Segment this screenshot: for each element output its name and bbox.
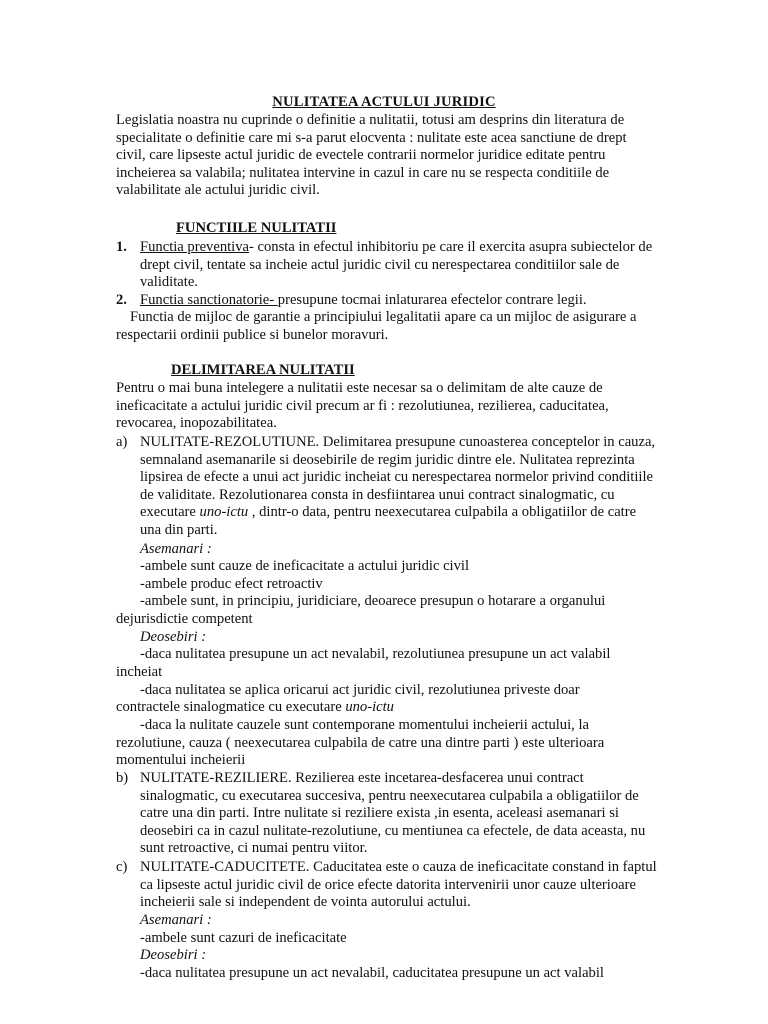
item-a-italic: uno-ictu [199,504,249,521]
item-c-deosebire-1: -daca nulitatea presupune un act nevalabil, caducitatea presupune un act valabil [140,965,604,981]
functie-1-item [140,239,660,292]
item-c-deosebiri-label: Deosebiri : [140,947,207,963]
functii-heading: FUNCTIILE NULITATII [176,220,337,236]
item-c-asemanari-label: Asemanari : [140,912,212,928]
item-a-text-2: , dintr-o data, pentru neexecutarea culpabila a obligatiilor de catre una din parti. [140,504,637,538]
item-a-asemanare-3-cont: dejurisdictie competent [116,611,253,627]
item-a-asemanari-label: Asemanari : [140,541,212,557]
item-a-deosebire-3-line-3: momentului incheierii [116,752,246,768]
item-b-text: NULITATE-REZILIERE. Rezilierea este incetarea-desfacerea unui contract sinalogmatic, cu executarea succesiva, pentru neexecutarea culpabila a obligatiilor de catre una din parti. Intre nulitate si reziliere exista ,in esenta, aceleasi asemanari si deosebiri ca in cazul nulitate-rezolutiune, cu mentiunea ca efectele, de data aceasta, nu sunt retroactive, ci numai pentru viitor. [140,770,646,857]
functie-1-number: 1. [116,239,127,255]
item-a-asemanare-3: -ambele sunt, in principiu, juridiciare, deoarece presupun o hotarare a organului [140,593,606,609]
item-c-marker: c) [116,859,128,875]
item-a-asemanare-2: -ambele produc efect retroactiv [140,576,323,592]
intro-paragraph: Legislatia noastra nu cuprinde o definitie a nulitatii, totusi am desprins din literatura de specialitate o definitie care mi s-a parut elocventa : nulitate este acea sanctiune de drept civil, care lipseste actul juridic de evectele contrarii normelor juridice editate pentru incheierea sa valabila; nulitatea intervine in cazul in care nu se respecta conditiile de valabilitate ale actului juridic civil. [116,112,627,199]
item-a-deosebire-1: -daca nulitatea presupune un act nevalabil, rezolutiunea presupune un act valabil [140,646,611,662]
item-a-text-1: NULITATE-REZOLUTIUNE. Delimitarea presupune cunoasterea conceptelor in cauza, semnaland asemanarile si deosebirile de regim juridic dintre ele. Nulitatea reprezinta lipsirea de efecte a unui act juridic incheiat cu nerespectarea normelor privind conditiile de validitate. Rezolutionarea consta in desfiintarea unui contract sinalogmatic, cu executare [140,434,656,521]
item-a-text [140,434,660,540]
document-title: NULITATEA ACTULUI JURIDIC [272,94,496,110]
item-a-deosebire-2-italic: uno-ictu [345,699,394,715]
functie-1-text: - consta in efectul inhibitoriu pe care il exercita asupra subiectelor de drept civil, tentate sa incheie actul juridic civil cu nerespectarea conditiilor sale de validitate. [140,239,653,291]
item-c-asemanare-1: -ambele sunt cazuri de ineficacitate [140,930,347,946]
item-a-deosebire-3: -daca la nulitate cauzele sunt contemporane momentului incheierii actului, la [140,717,589,733]
functie-2-item [140,292,660,310]
delimitare-intro: Pentru o mai buna intelegere a nulitatii este necesar sa o delimitam de alte cauze de ineficacitate a actului juridic civil precum ar fi : rezolutiunea, rezilierea, caducitatea, revocarea, inopozabilitatea. [116,380,609,432]
item-a-deosebire-2-text: contractele sinalogmatice cu executare [116,699,346,715]
functie-1-term: Functia preventiva [140,239,250,255]
item-a-deosebire-2-cont [116,699,656,717]
item-c-text: NULITATE-CADUCITETE. Caducitatea este o cauza de ineficacitate constand in faptul ca lipseste actul juridic civil de orice efecte datorita intervenirii unor cauze ulterioare incheierii sale si independent de vointa autorului actului. [140,859,657,911]
item-a-deosebire-3-line-2: rezolutiune, cauza ( neexecutarea culpabila de catre una dintre parti ) este ulterioara [116,735,605,751]
functie-2-number: 2. [116,292,127,308]
item-a-deosebire-1-cont: incheiat [116,664,163,680]
functie-2-term: Functia sanctionatorie- [140,292,278,308]
item-b-marker: b) [116,770,129,786]
item-a-deosebire-2: -daca nulitatea se aplica oricarui act juridic civil, rezolutiunea priveste doar [140,682,580,698]
item-a-asemanare-1: -ambele sunt cauze de ineficacitate a actului juridic civil [140,558,470,574]
functii-tail: Functia de mijloc de garantie a principiului legalitatii apare ca un mijloc de asigurare a respectarii ordinii publice si bunelor moravuri. [116,309,637,343]
item-a-deosebiri-label: Deosebiri : [140,629,207,645]
item-a-marker: a) [116,434,128,450]
functie-2-text: presupune tocmai inlaturarea efectelor contrare legii. [277,292,587,308]
delimitare-heading: DELIMITAREA NULITATII [171,362,355,378]
